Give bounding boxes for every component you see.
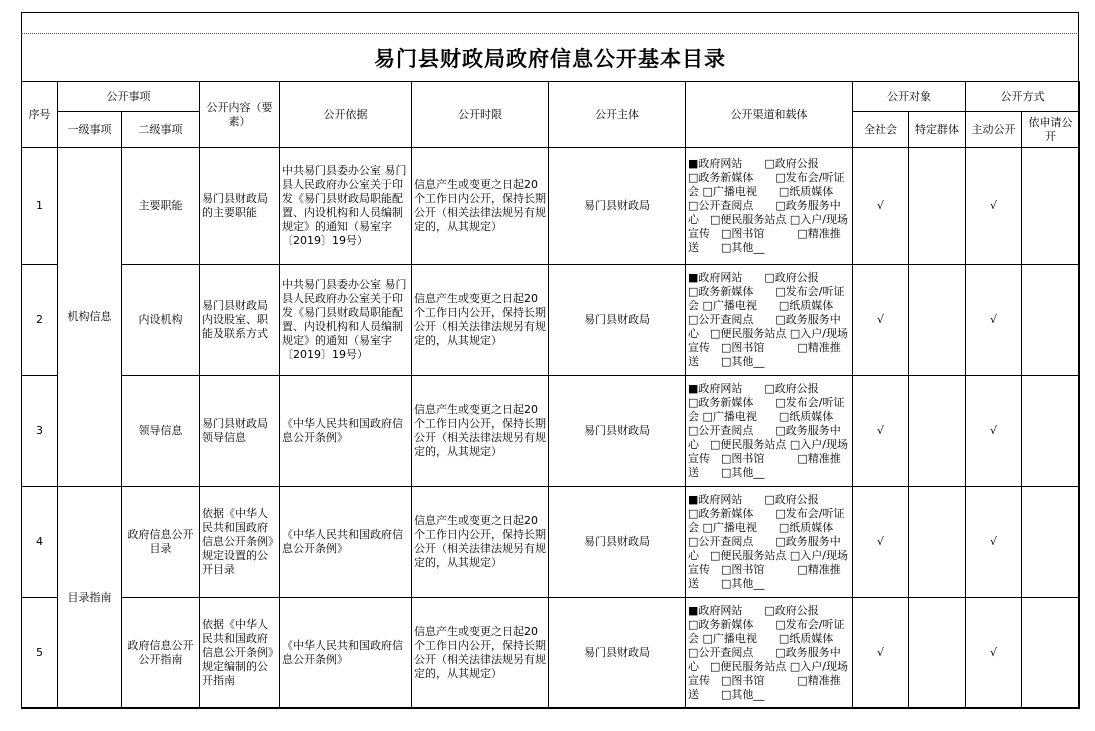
- row-basis: 中共易门县委办公室 易门县人民政府办公室关于印发《易门县财政局职能配置、内设机构和人员编制规定》的通知（易室字〔2019〕19号）: [280, 148, 412, 265]
- table-row: [22, 487, 1080, 598]
- group-name: 机构信息: [58, 148, 122, 487]
- group-name: 目录指南: [58, 487, 122, 709]
- header-channel: 公开渠道和载体: [686, 82, 853, 148]
- row-on-request: [1022, 148, 1080, 265]
- row-basis: 中共易门县委办公室 易门县人民政府办公室关于印发《易门县财政局职能配置、内设机构和人员编制规定》的通知（易室字〔2019〕19号）: [280, 265, 412, 376]
- row-level2: 政府信息公开目录: [122, 487, 200, 598]
- row-proactive: √: [966, 598, 1022, 709]
- row-subject: 易门县财政局: [549, 148, 686, 265]
- row-time-limit: 信息产生或变更之日起20个工作日内公开，保持长期公开（相关法律法规另有规定的，从其规定）: [412, 265, 549, 376]
- row-specific-group: [909, 598, 966, 709]
- row-seq: 5: [22, 598, 58, 709]
- row-level2: 领导信息: [122, 376, 200, 487]
- row-all-society: √: [853, 376, 909, 487]
- row-proactive: √: [966, 265, 1022, 376]
- channel-text: ■政府网站 □政府公报 □政务新媒体 □发布会/听证会 □广播电视 □纸质媒体 □公开查阅点 □政务服务中心 □便民服务站点 □入户/现场宣传 □图书馆 □精准推送 □其他__: [688, 157, 848, 254]
- header-specific-group: 特定群体: [909, 112, 966, 148]
- row-basis: 《中华人民共和国政府信息公开条例》: [280, 376, 412, 487]
- row-proactive: √: [966, 148, 1022, 265]
- row-level2: 内设机构: [122, 265, 200, 376]
- row-time-limit: 信息产生或变更之日起20个工作日内公开，保持长期公开（相关法律法规另有规定的，从其规定）: [412, 487, 549, 598]
- row-content: 依据《中华人民共和国政府信息公开条例》规定编制的公开指南: [200, 598, 280, 709]
- row-all-society: √: [853, 148, 909, 265]
- row-content: 依据《中华人民共和国政府信息公开条例》规定设置的公开目录: [200, 487, 280, 598]
- row-level2: 政府信息公开公开指南: [122, 598, 200, 709]
- page-title: 易门县财政局政府信息公开基本目录: [374, 45, 726, 71]
- header-on-request: 依申请公开: [1022, 112, 1080, 148]
- row-channel: [686, 487, 853, 598]
- header-items: 公开事项: [58, 82, 200, 112]
- header-content: 公开内容（要素）: [200, 82, 280, 148]
- header-all-society: 全社会: [853, 112, 909, 148]
- row-content: 易门县财政局的主要职能: [200, 148, 280, 265]
- row-channel: [686, 598, 853, 709]
- header-time-limit: 公开时限: [412, 82, 549, 148]
- header-subject: 公开主体: [549, 82, 686, 148]
- row-on-request: [1022, 598, 1080, 709]
- row-specific-group: [909, 265, 966, 376]
- row-basis: 《中华人民共和国政府信息公开条例》: [280, 487, 412, 598]
- table-row: [22, 376, 1080, 487]
- row-proactive: √: [966, 487, 1022, 598]
- row-on-request: [1022, 487, 1080, 598]
- row-content: 易门县财政局内设股室、职能及联系方式: [200, 265, 280, 376]
- table-row: [22, 148, 1080, 265]
- table-row: [22, 265, 1080, 376]
- channel-text: ■政府网站 □政府公报 □政务新媒体 □发布会/听证会 □广播电视 □纸质媒体 □公开查阅点 □政务服务中心 □便民服务站点 □入户/现场宣传 □图书馆 □精准推送 □其他__: [688, 604, 848, 701]
- row-content: 易门县财政局领导信息: [200, 376, 280, 487]
- row-level2: 主要职能: [122, 148, 200, 265]
- row-on-request: [1022, 376, 1080, 487]
- header-target: 公开对象: [853, 82, 966, 112]
- channel-text: ■政府网站 □政府公报 □政务新媒体 □发布会/听证会 □广播电视 □纸质媒体 □公开查阅点 □政务服务中心 □便民服务站点 □入户/现场宣传 □图书馆 □精准推送 □其他__: [688, 382, 848, 479]
- header-proactive: 主动公开: [966, 112, 1022, 148]
- row-seq: 1: [22, 148, 58, 265]
- catalog-table: [21, 81, 1080, 709]
- row-subject: 易门县财政局: [549, 265, 686, 376]
- header-method: 公开方式: [966, 82, 1080, 112]
- table-row: [22, 598, 1080, 709]
- row-time-limit: 信息产生或变更之日起20个工作日内公开，保持长期公开（相关法律法规另有规定的，从其规定）: [412, 376, 549, 487]
- row-channel: [686, 148, 853, 265]
- row-subject: 易门县财政局: [549, 487, 686, 598]
- channel-text: ■政府网站 □政府公报 □政务新媒体 □发布会/听证会 □广播电视 □纸质媒体 □公开查阅点 □政务服务中心 □便民服务站点 □入户/现场宣传 □图书馆 □精准推送 □其他__: [688, 271, 848, 368]
- row-on-request: [1022, 265, 1080, 376]
- header-basis: 公开依据: [280, 82, 412, 148]
- row-subject: 易门县财政局: [549, 376, 686, 487]
- channel-text: ■政府网站 □政府公报 □政务新媒体 □发布会/听证会 □广播电视 □纸质媒体 □公开查阅点 □政务服务中心 □便民服务站点 □入户/现场宣传 □图书馆 □精准推送 □其他__: [688, 493, 848, 590]
- row-basis: 《中华人民共和国政府信息公开条例》: [280, 598, 412, 709]
- row-all-society: √: [853, 265, 909, 376]
- row-seq: 3: [22, 376, 58, 487]
- row-specific-group: [909, 376, 966, 487]
- row-time-limit: 信息产生或变更之日起20个工作日内公开，保持长期公开（相关法律法规另有规定的，从其规定）: [412, 598, 549, 709]
- row-specific-group: [909, 148, 966, 265]
- row-all-society: √: [853, 487, 909, 598]
- header-seq: 序号: [22, 82, 58, 148]
- row-proactive: √: [966, 376, 1022, 487]
- row-time-limit: 信息产生或变更之日起20个工作日内公开，保持长期公开（相关法律法规另有规定的，从其规定）: [412, 148, 549, 265]
- row-channel: [686, 376, 853, 487]
- header-level2: 二级事项: [122, 112, 200, 148]
- row-channel: [686, 265, 853, 376]
- row-seq: 2: [22, 265, 58, 376]
- header-level1: 一级事项: [58, 112, 122, 148]
- row-seq: 4: [22, 487, 58, 598]
- row-all-society: √: [853, 598, 909, 709]
- row-subject: 易门县财政局: [549, 598, 686, 709]
- row-specific-group: [909, 487, 966, 598]
